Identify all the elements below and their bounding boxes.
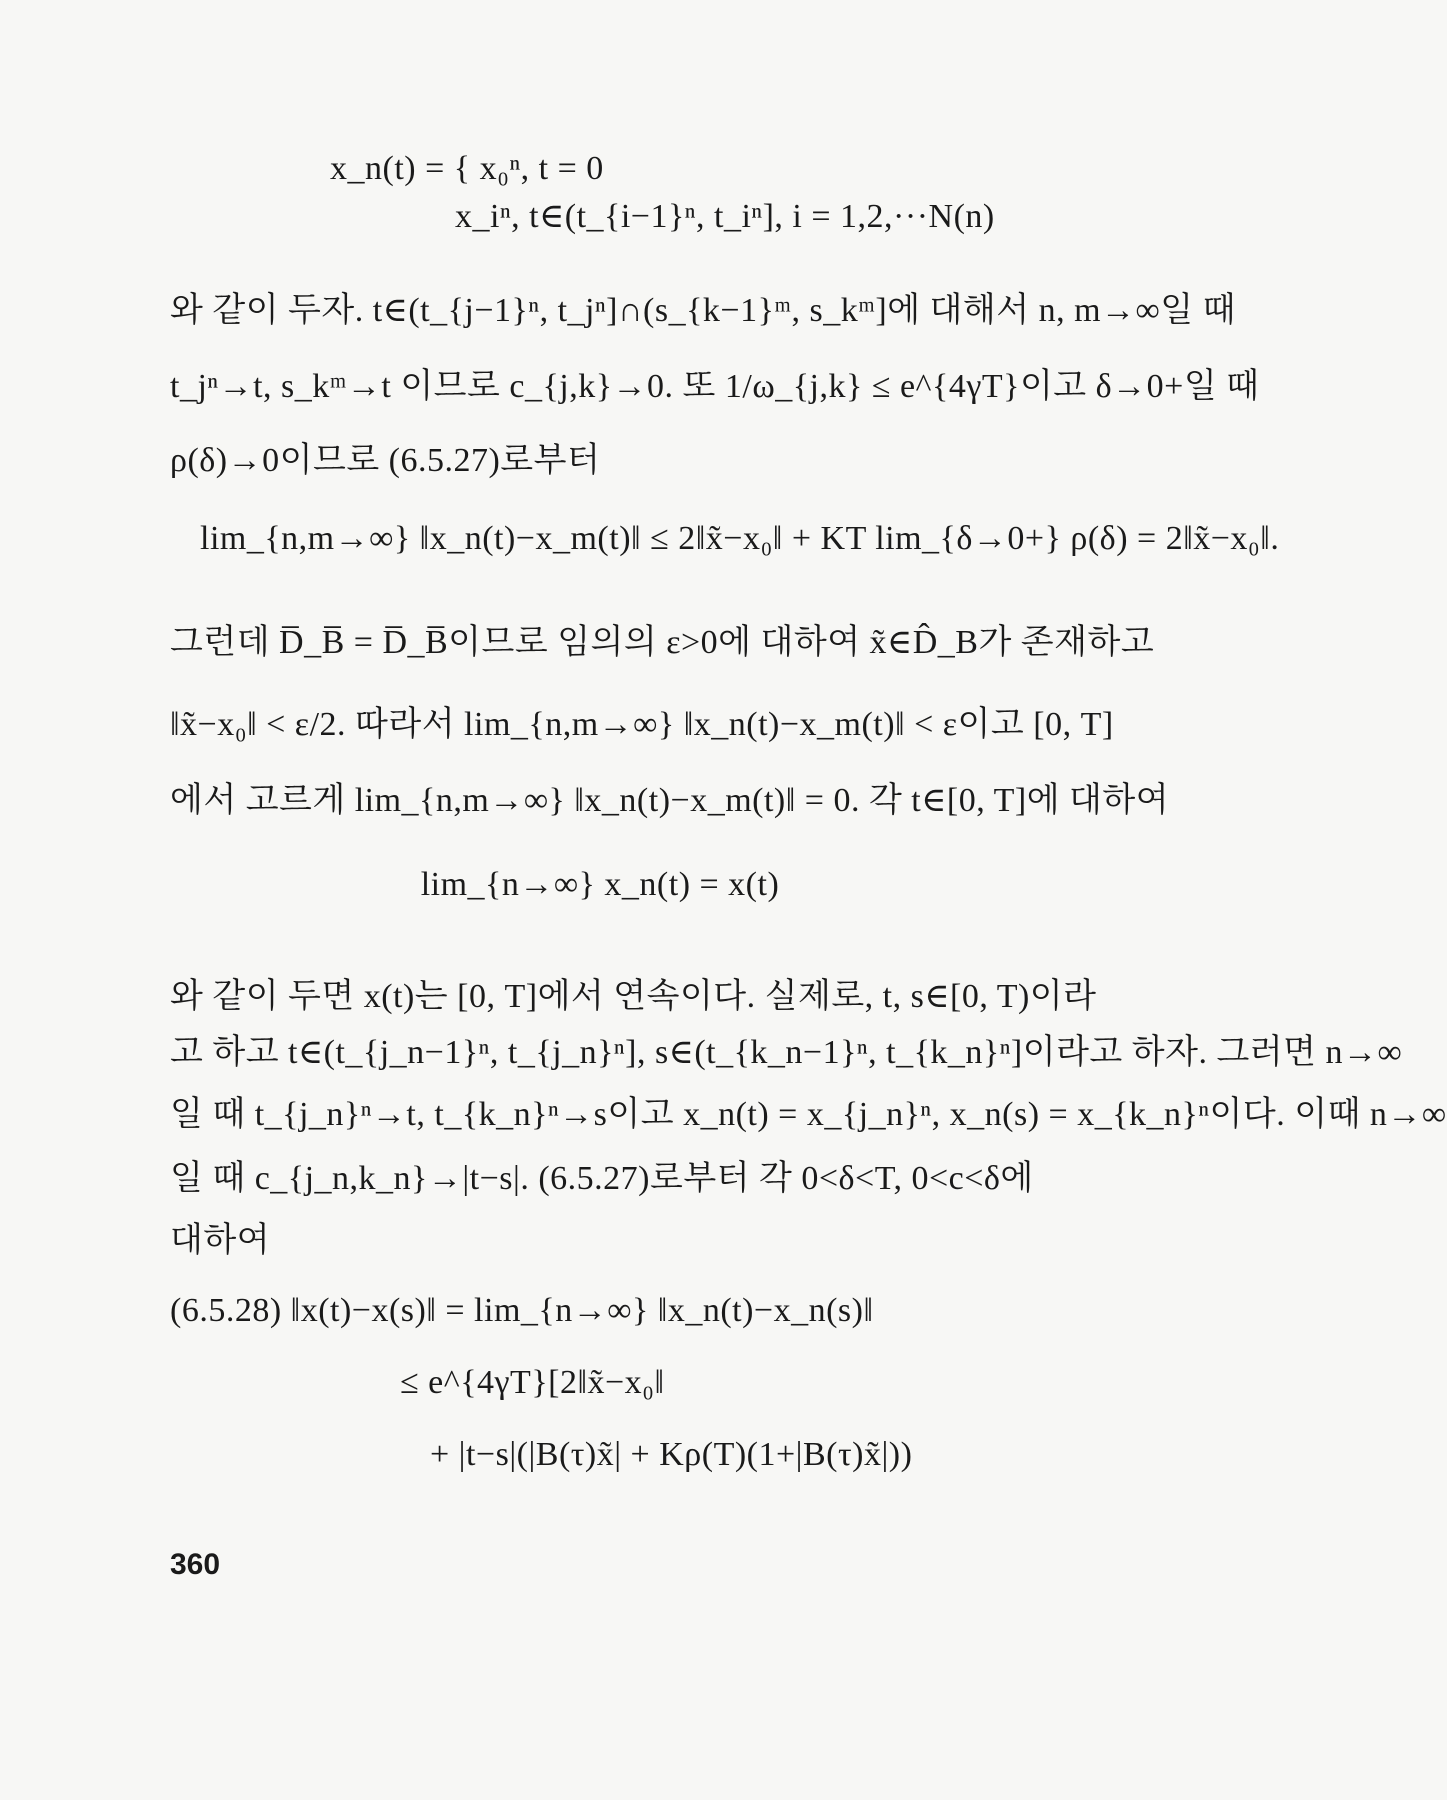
paragraph-line: 와 같이 두자. t∈(t_{j−1}ⁿ, t_jⁿ]∩(s_{k−1}ᵐ, s_kᵐ]에 대해서 n, m→∞일 때: [170, 292, 1236, 329]
page-number: 360: [170, 1548, 221, 1581]
equation-piecewise-case-1: x_n(t) = { x₀ⁿ, t = 0: [330, 150, 604, 187]
numbered-equation: (6.5.28) ‖x(t)−x(s)‖ = lim_{n→∞} ‖x_n(t)−x_n(s)‖: [170, 1292, 874, 1329]
paragraph-line: t_jⁿ→t, s_kᵐ→t 이므로 c_{j,k}→0. 또 1/ω_{j,k} ≤ e^{4γT}이고 δ→0+일 때: [170, 368, 1260, 405]
display-equation-limit: lim_{n→∞} x_n(t) = x(t): [420, 866, 780, 903]
paragraph-line: 에서 고르게 lim_{n,m→∞} ‖x_n(t)−x_m(t)‖ = 0. 각 t∈[0, T]에 대하여: [170, 782, 1170, 819]
paragraph-line: ‖x̃−x₀‖ < ε/2. 따라서 lim_{n,m→∞} ‖x_n(t)−x_m(t)‖ < ε이고 [0, T]: [170, 706, 1114, 743]
display-equation: lim_{n,m→∞} ‖x_n(t)−x_m(t)‖ ≤ 2‖x̃−x₀‖ + KT lim_{δ→0+} ρ(δ) = 2‖x̃−x₀‖.: [200, 520, 1280, 557]
paragraph-line: 그런데 D̅_B̅ = D̅_B̅이므로 임의의 ε>0에 대하여 x̃∈D̂_B가 존재하고: [170, 624, 1155, 661]
paragraph-line: ρ(δ)→0이므로 (6.5.27)로부터: [170, 442, 601, 479]
equation-continuation: ≤ e^{4γT}[2‖x̃−x₀‖: [400, 1364, 665, 1401]
paragraph-line: 와 같이 두면 x(t)는 [0, T]에서 연속이다. 실제로, t, s∈[0, T)이라: [170, 978, 1097, 1015]
equation-piecewise-case-2: x_iⁿ, t∈(t_{i−1}ⁿ, t_iⁿ], i = 1,2,···N(n): [455, 198, 995, 235]
paragraph-line: 일 때 c_{j_n,k_n}→|t−s|. (6.5.27)로부터 각 0<δ<T, 0<c<δ에: [170, 1160, 1034, 1197]
paragraph-line: 대하여: [170, 1222, 271, 1259]
equation-continuation: + |t−s|(|B(τ)x̃| + Kρ(T)(1+|B(τ)x̃|)): [430, 1436, 913, 1473]
paragraph-line: 일 때 t_{j_n}ⁿ→t, t_{k_n}ⁿ→s이고 x_n(t) = x_{j_n}ⁿ, x_n(s) = x_{k_n}ⁿ이다. 이때 n→∞: [170, 1096, 1447, 1133]
paragraph-line: 고 하고 t∈(t_{j_n−1}ⁿ, t_{j_n}ⁿ], s∈(t_{k_n−1}ⁿ, t_{k_n}ⁿ]이라고 하자. 그러면 n→∞: [170, 1034, 1403, 1071]
